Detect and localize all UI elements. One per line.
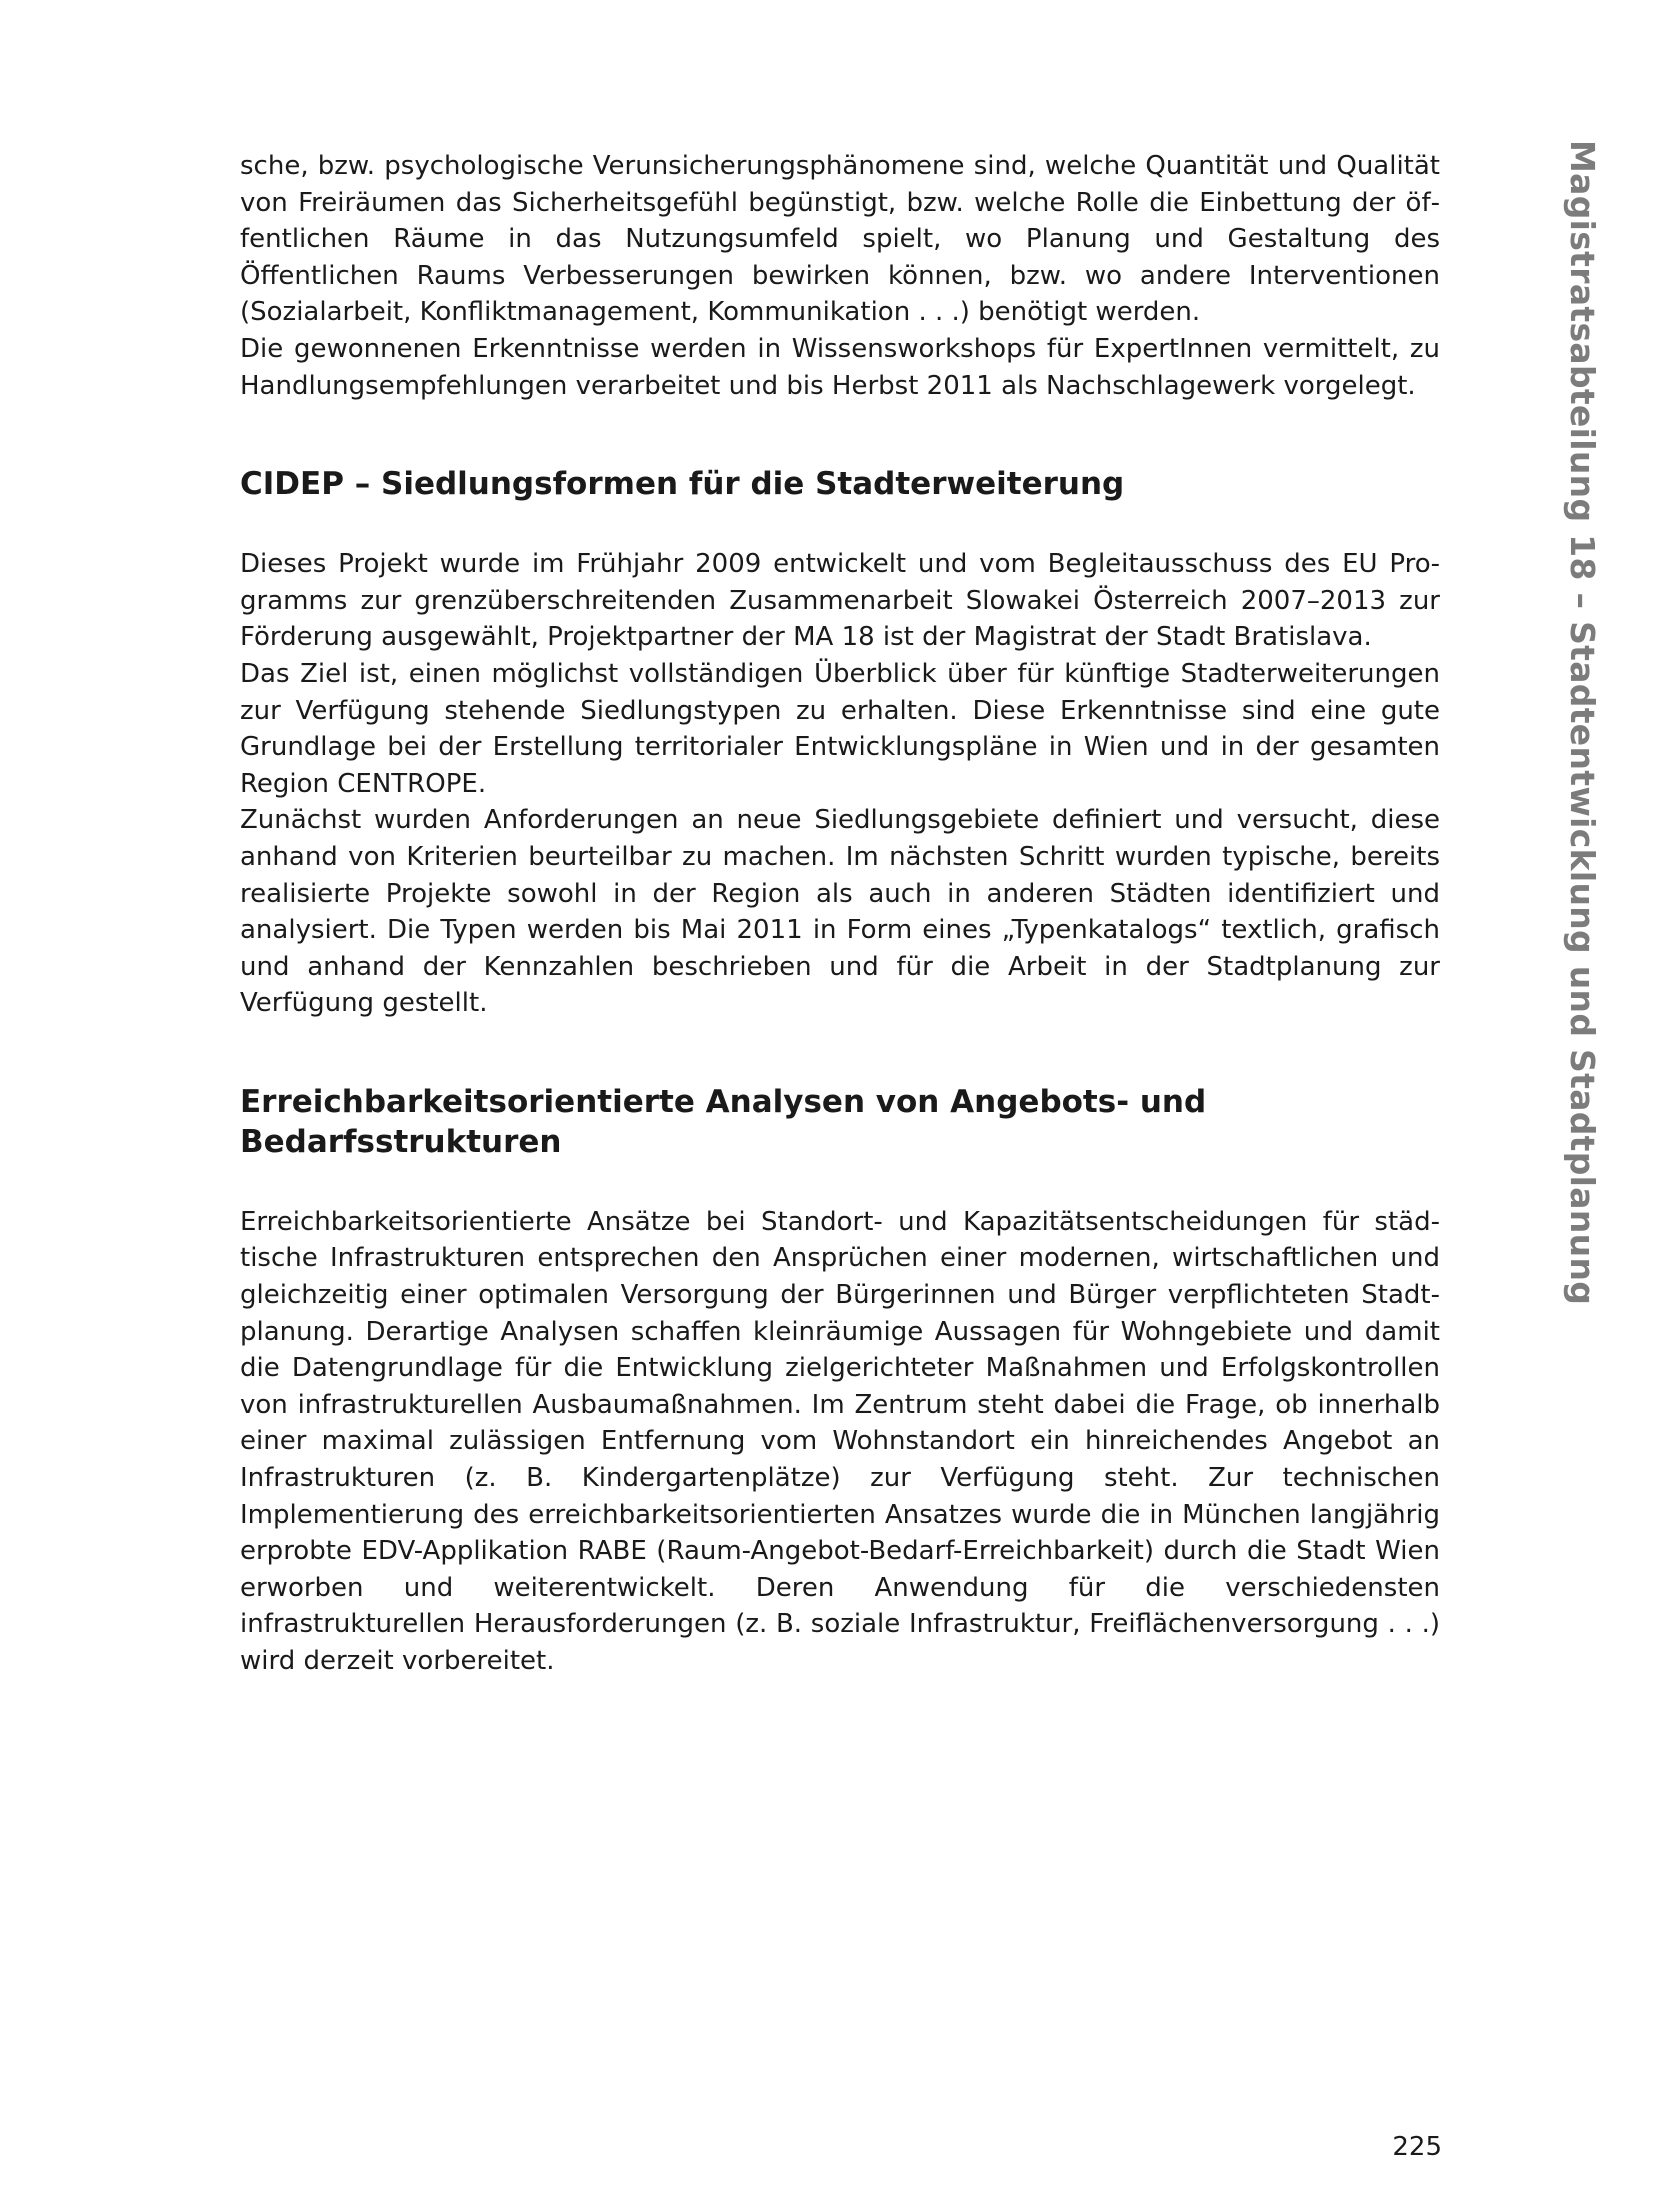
section-erreichbarkeit bbox=[240, 1082, 1440, 1680]
intro-paragraph-2: Die gewonnenen Erkenntnisse werden in Wissensworkshops für ExpertInnen vermittelt, zu Handlungsempfehlungen verarbeitet und bis Herbst 2011 als Nachschlagewerk vorgelegt. bbox=[240, 333, 1440, 401]
cidep-paragraph-1: Dieses Projekt wurde im Frühjahr 2009 entwickelt und vom Begleitausschuss des EU Programms zur grenzüberschreitenden Zusammenarbeit Slowakei Österreich 2007–2013 zur Förderung ausgewählt, Projektpartner der MA 18 ist der Magistrat der Stadt Bratislava. bbox=[240, 549, 1440, 653]
erreichbarkeit-paragraph-1: Erreichbarkeitsorientierte Ansätze bei Standort- und Kapazitätsentscheidungen für städtische Infrastrukturen entsprechen den Ansprüchen einer modernen, wirtschaftlichen und gleichzeitig einer optimalen Versorgung der Bürgerinnen und Bürger verpflichteten Stadtplanung. Derartige Analysen schaffen kleinräumige Aussagen für Wohngebiete und damit die Datengrundlage für die Entwicklung zielgerichteter Maßnahmen und Erfolgskontrollen von infrastrukturellen Ausbaumaßnahmen. Im Zentrum steht dabei die Frage, ob innerhalb einer maximal zulässigen Entfernung vom Wohnstandort ein hinreichendes Angebot an Infrastrukturen (z. B. Kindergartenplätze) zur Verfügung steht. Zur technischen Implementierung des erreichbarkeitsorientierten Ansatzes wurde die in München langjährig erprobte EDV-Applikation RABE (Raum-Angebot-Bedarf-Erreichbarkeit) durch die Stadt Wien erworben und weiterentwickelt. Deren Anwendung für die verschiedensten infrastrukturellen Herausforderungen (z. B. soziale Infrastruktur, Freiflächenversorgung . . .) wird derzeit vorbereitet. bbox=[240, 1206, 1440, 1676]
page-number: 225 bbox=[1392, 2132, 1442, 2162]
intro-block bbox=[240, 148, 1440, 404]
section-heading-erreichbarkeit: Erreichbarkeitsorientierte Analysen von Angebots- und Bedarfsstrukturen bbox=[240, 1083, 1207, 1160]
cidep-paragraph-3: Zunächst wurden Anforderungen an neue Siedlungsgebiete definiert und versucht, diese anhand von Kriterien beurteilbar zu machen. Im nächsten Schritt wurden typische, bereits realisierte Projekte sowohl in der Region als auch in anderen Städten identifiziert und analysiert. Die Typen werden bis Mai 2011 in Form eines „Typenkatalogs“ textlich, grafisch und anhand der Kennzahlen beschrieben und für die Arbeit in der Stadtplanung zur Verfügung gestellt. bbox=[240, 805, 1440, 1019]
main-text-column bbox=[240, 148, 1440, 1680]
cidep-paragraph-2: Das Ziel ist, einen möglichst vollständigen Überblick über für künftige Stadterweiterungen zur Verfügung stehende Siedlungstypen zu erhalten. Diese Erkenntnisse sind eine gute Grundlage bei der Erstellung territorialer Entwicklungspläne in Wien und in der gesamten Region CENTROPE. bbox=[240, 658, 1440, 799]
section-heading-cidep: CIDEP – Siedlungsformen für die Stadterweiterung bbox=[240, 466, 1125, 503]
intro-paragraph-1: sche, bzw. psychologische Verunsicherungsphänomene sind, welche Quantität und Qualität von Freiräumen das Sicherheitsgefühl begünstigt, bzw. welche Rolle die Einbettung der öffentlichen Räume in das Nutzungsumfeld spielt, wo Planung und Gestaltung des Öffentlichen Raums Verbesserungen bewirken können, bzw. wo andere Interventionen (Sozialarbeit, Konfliktmanagement, Kommunikation . . .) benötigt werden. bbox=[240, 151, 1440, 328]
running-side-title: Magistratsabteilung 18 – Stadtentwicklung und Stadtplanung bbox=[1563, 140, 1602, 1306]
section-cidep bbox=[240, 464, 1440, 1022]
